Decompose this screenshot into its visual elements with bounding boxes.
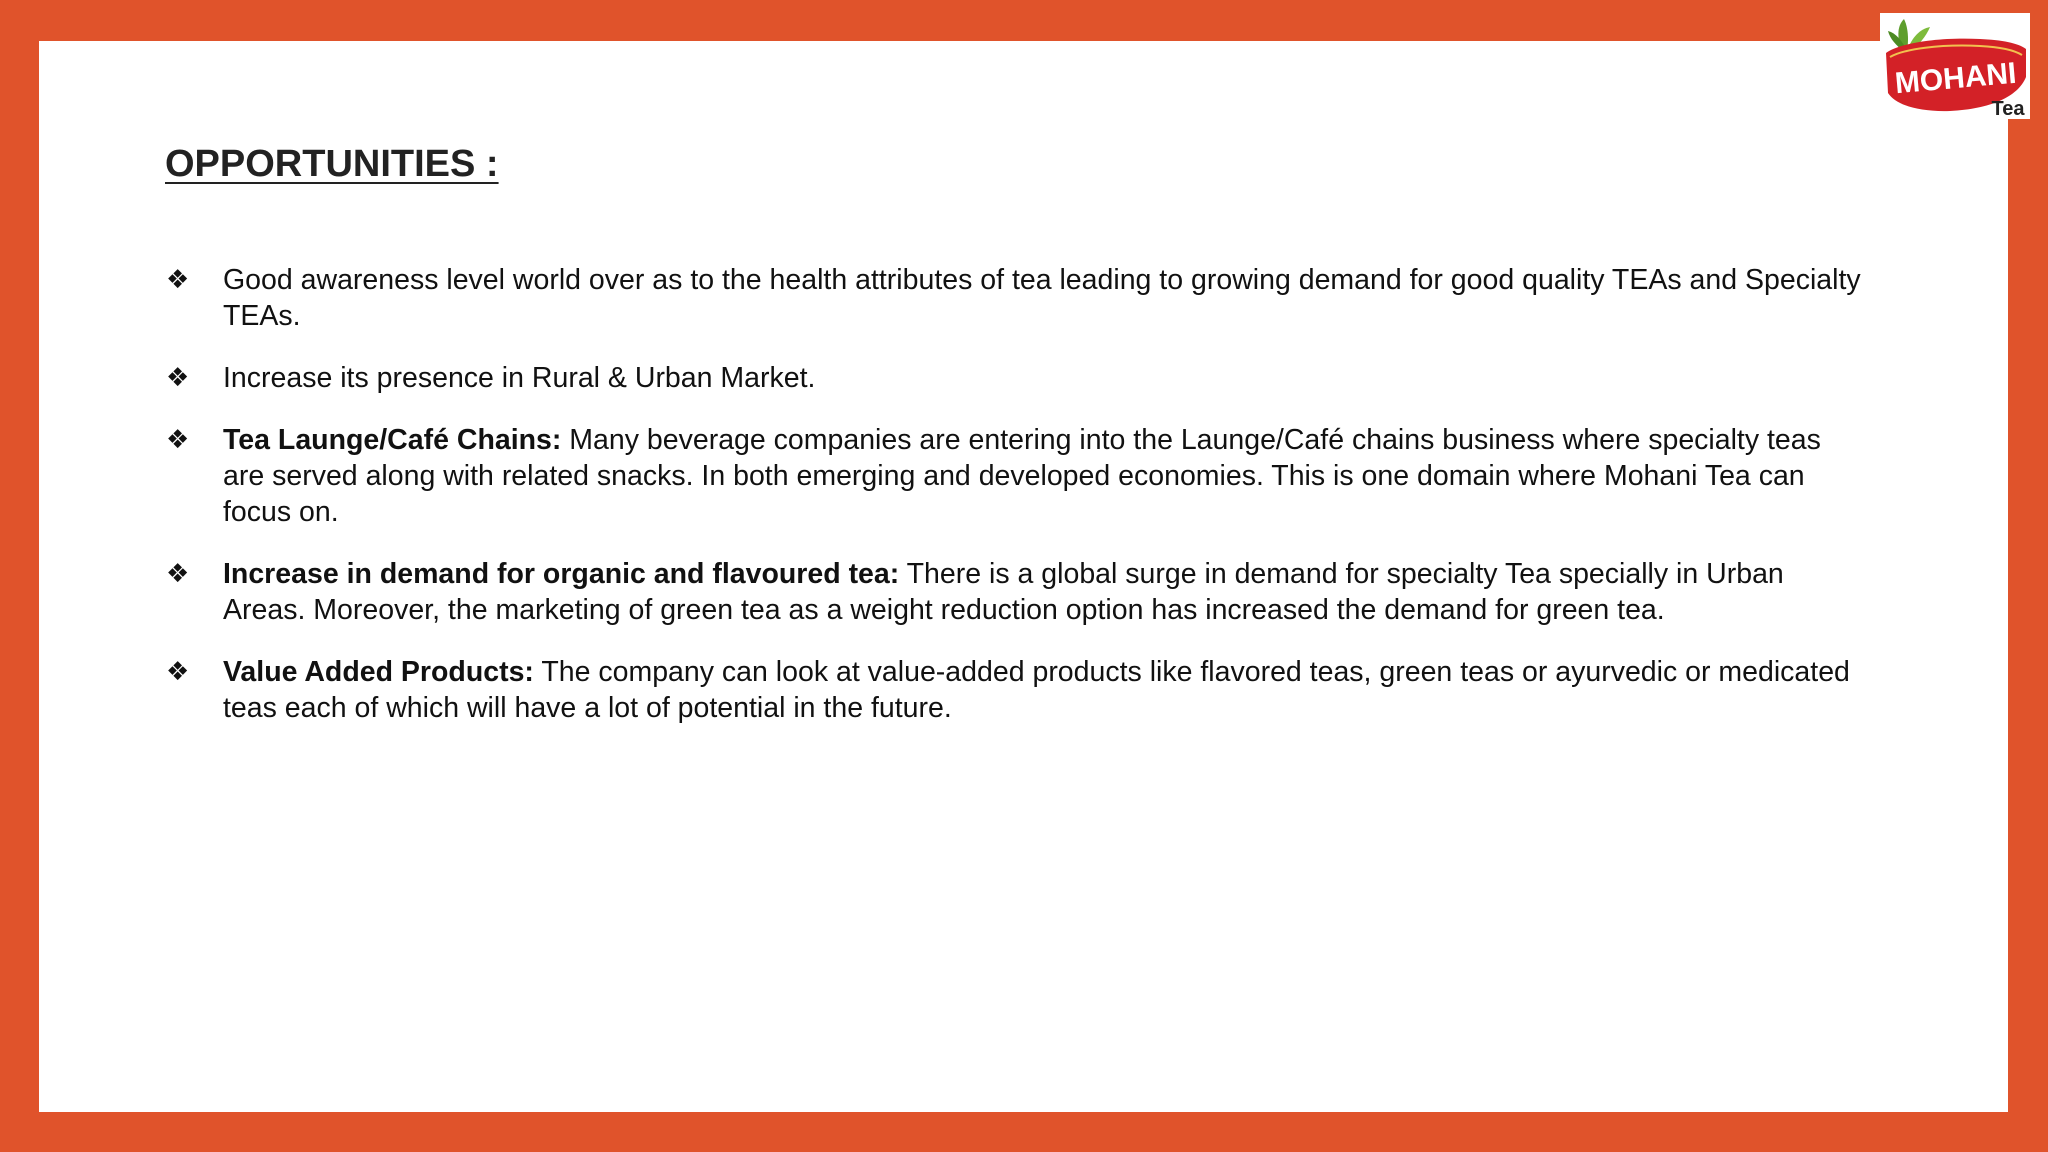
mohani-tea-logo xyxy=(1880,13,2030,119)
logo-sub-text: Tea xyxy=(1991,98,2025,119)
diamond-bullet-icon: ❖ xyxy=(166,265,190,295)
bullet-lead: Increase in demand for organic and flavoured tea: xyxy=(223,558,900,590)
logo-graphic xyxy=(1880,13,2030,119)
bullet-lead: Value Added Products: xyxy=(223,656,534,688)
list-item xyxy=(165,654,1865,726)
bullet-text: There is a global surge in demand for specialty Tea specially in Urban Areas. Moreover, the marketing of green tea as a weight reduction option has increased the demand for green tea. xyxy=(223,558,1784,626)
list-item xyxy=(165,360,1865,396)
diamond-bullet-icon: ❖ xyxy=(166,657,190,687)
list-item xyxy=(165,422,1865,530)
list-item xyxy=(165,262,1865,334)
bullet-text: Many beverage companies are entering into the Launge/Café chains business where specialty teas are served along with related snacks. In both emerging and developed economies. This is one domain where Mohani Tea can focus on. xyxy=(223,424,1821,528)
bullet-lead: Tea Launge/Café Chains: xyxy=(223,424,562,456)
bullet-text: Good awareness level world over as to the health attributes of tea leading to growing demand for good quality TEAs and Specialty TEAs. xyxy=(223,264,1861,332)
list-item xyxy=(165,556,1865,628)
opportunities-list xyxy=(165,262,1865,752)
bullet-text: Increase its presence in Rural & Urban Market. xyxy=(223,362,816,394)
diamond-bullet-icon: ❖ xyxy=(166,363,190,393)
logo-brand-text: MOHANI xyxy=(1893,56,2018,101)
diamond-bullet-icon: ❖ xyxy=(166,425,190,455)
slide-title: OPPORTUNITIES : xyxy=(165,143,499,185)
diamond-bullet-icon: ❖ xyxy=(166,559,190,589)
bullet-text: The company can look at value-added products like flavored teas, green teas or ayurvedic or medicated teas each of which will have a lot of potential in the future. xyxy=(223,656,1850,724)
